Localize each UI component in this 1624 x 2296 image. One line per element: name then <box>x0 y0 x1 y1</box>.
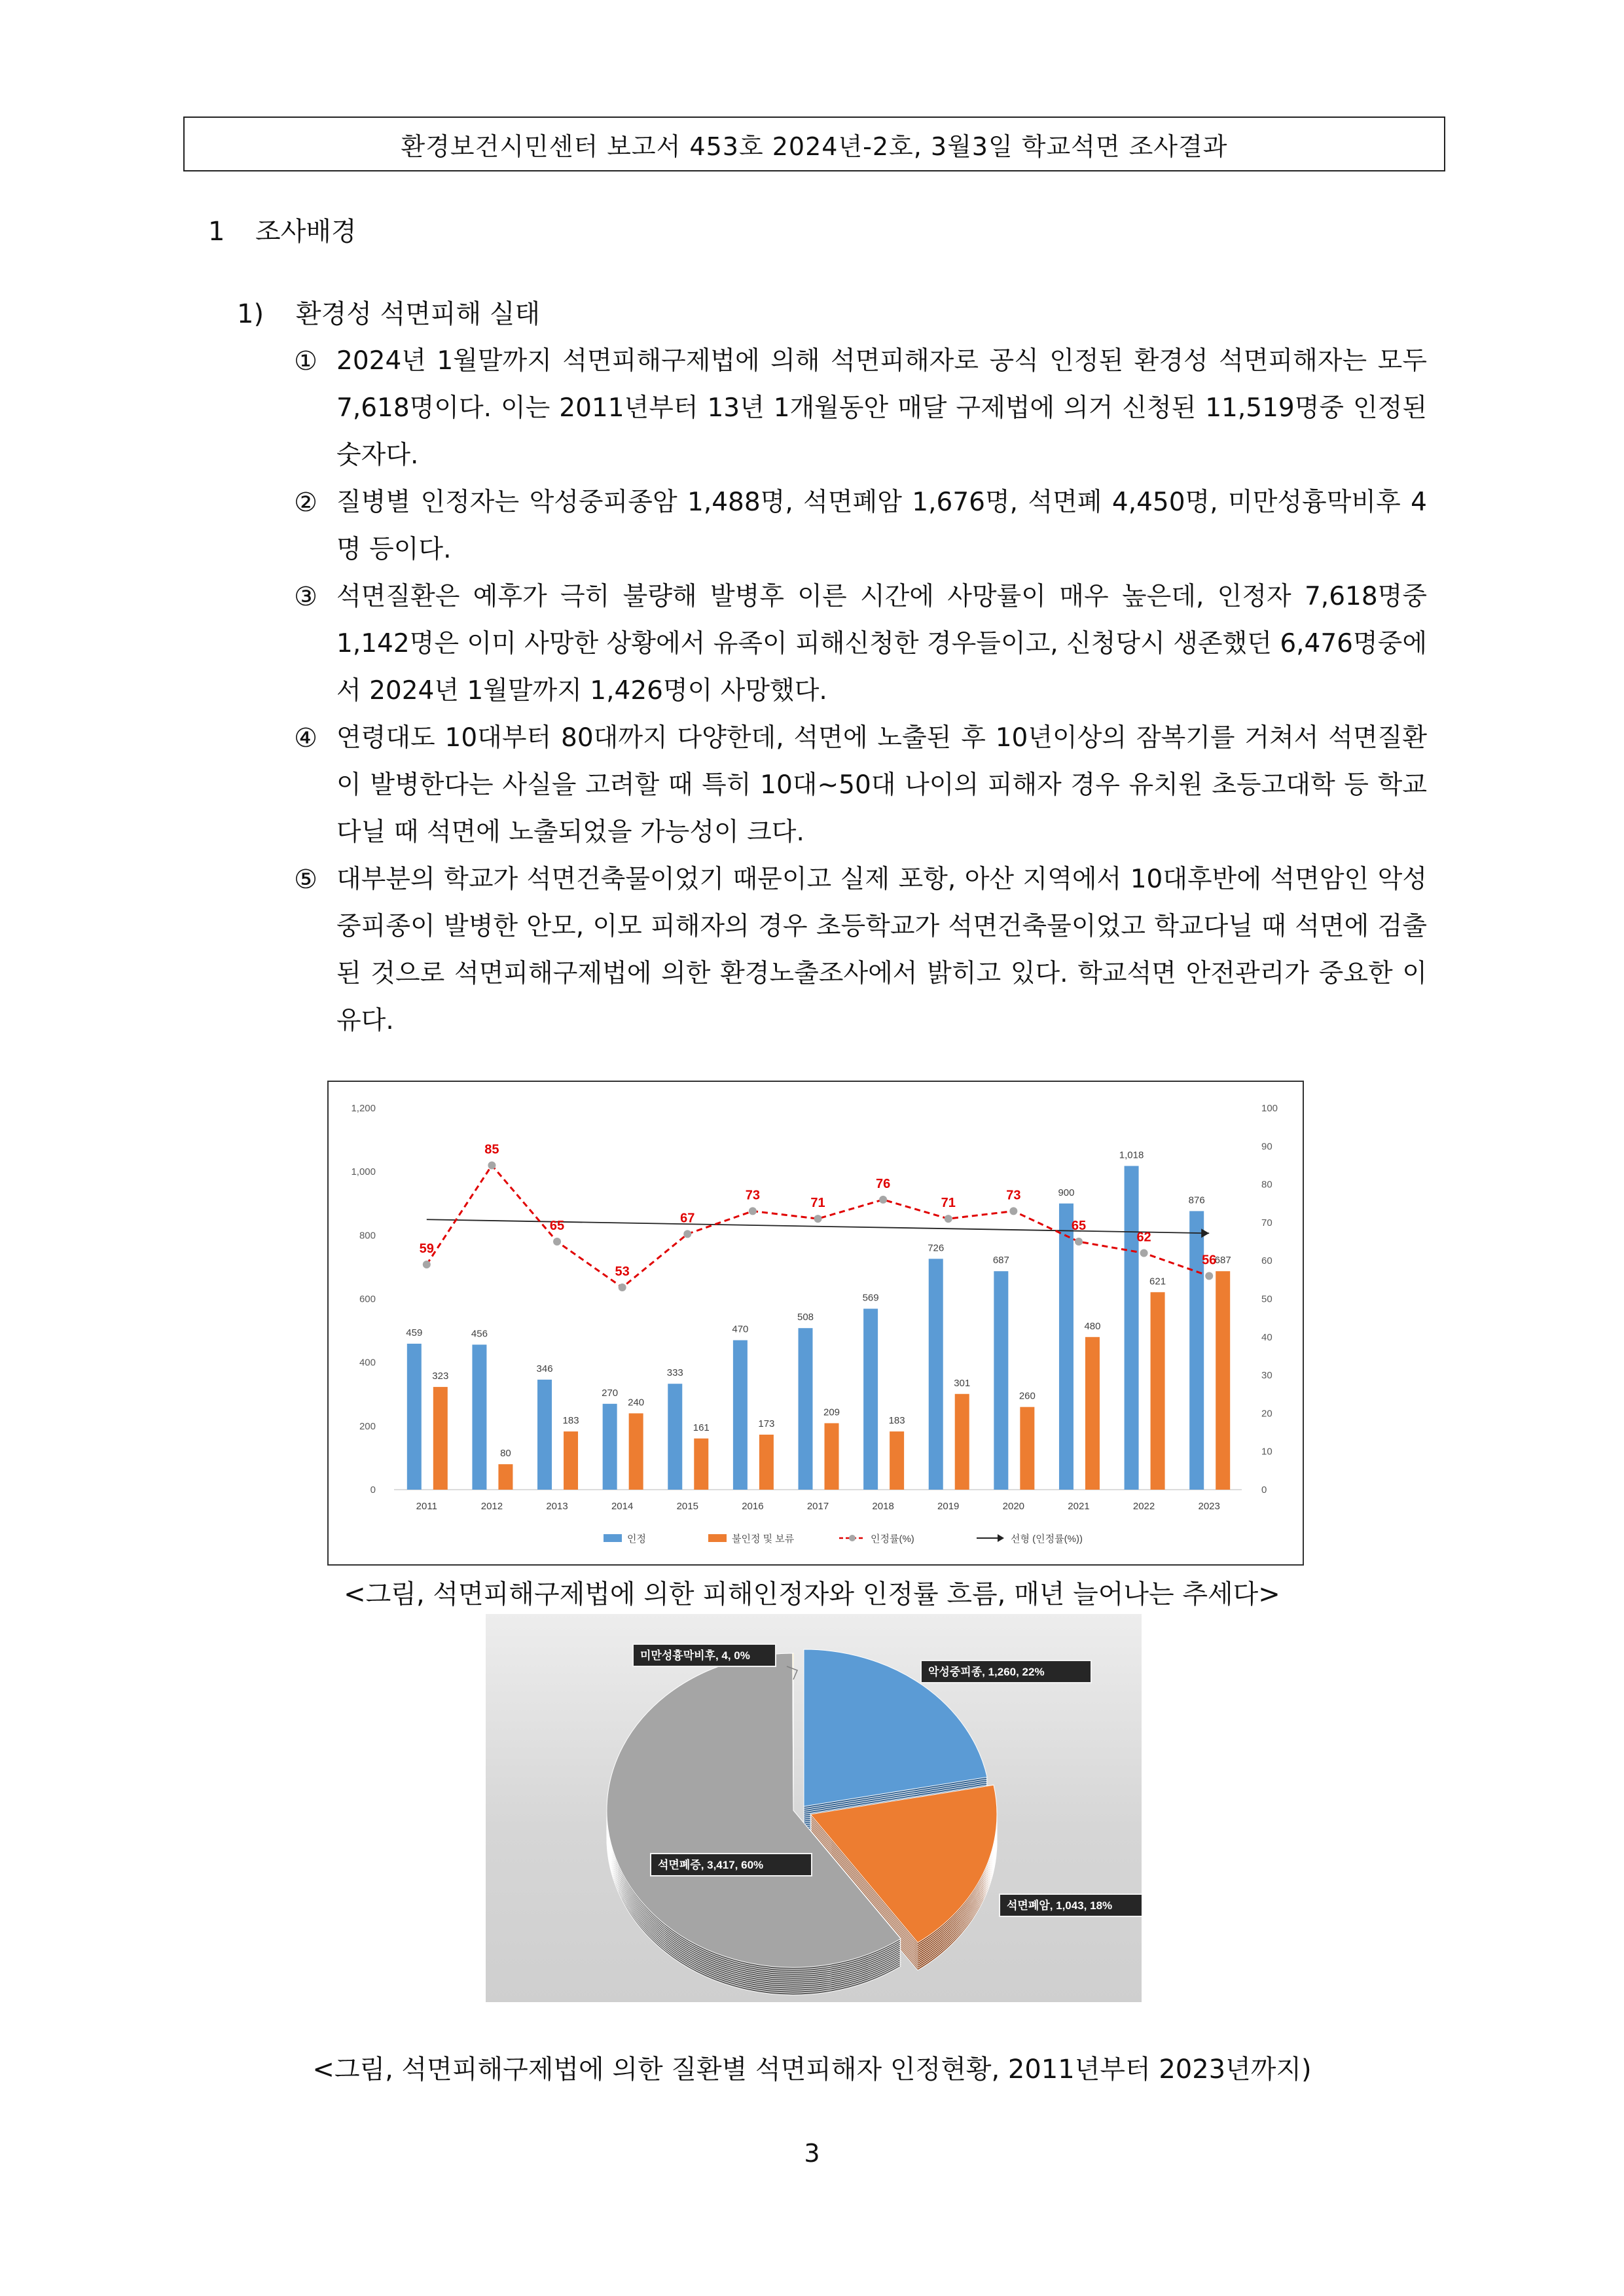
x-tick-label: 2013 <box>546 1501 568 1512</box>
list-item <box>275 479 1427 573</box>
bar-approved <box>863 1309 878 1490</box>
bar-data-label: 333 <box>666 1367 683 1379</box>
subsection-number: 1) <box>237 299 264 329</box>
pie-chart <box>486 1614 1142 2002</box>
legend-swatch-approved <box>604 1534 622 1542</box>
bar-data-label: 687 <box>992 1255 1009 1266</box>
legend-swatch-rate-point <box>849 1535 856 1541</box>
item-text: 대부분의 학교가 석면건축물이었기 때문이고 실제 포항, 아산 지역에서 10대후반에 석면암인 악성중피종이 발병한 안모, 이모 피해자의 경우 초등학교가 석면건축물이었고 학교다닐 때 석면에 검출된 것으로 석면피해구제법에 의한 환경노출조사에서 밝히고 있다. 학교석면 안전관리가 중요한 이유다. <box>336 865 1427 1035</box>
bar-rejected <box>433 1387 448 1490</box>
legend-label: 선형 (인정률(%)) <box>1011 1534 1083 1545</box>
bar-data-label: 726 <box>928 1242 945 1254</box>
rate-data-label: 85 <box>484 1142 499 1157</box>
rate-data-label: 76 <box>875 1176 891 1191</box>
rate-data-label: 73 <box>1006 1188 1021 1203</box>
item-marker: ④ <box>294 723 317 753</box>
item-text: 연령대도 10대부터 80대까지 다양한데, 석면에 노출된 후 10년이상의 잠복기를 거쳐서 석면질환이 발병한다는 사실을 고려할 때 특히 10대~50대 나이의 피해자 경우 유치원 초등고대학 등 학교다닐 때 석면에 노출되었을 가능성이 크다. <box>336 723 1427 847</box>
rate-point <box>1140 1249 1148 1257</box>
pie-chart-figure <box>486 1614 1142 2002</box>
bar-data-label: 240 <box>628 1397 645 1408</box>
bar-rejected <box>1216 1271 1230 1490</box>
bar-data-label: 456 <box>471 1328 488 1340</box>
legend-label: 인정률(%) <box>871 1534 914 1545</box>
pie-data-label: 악성중피종, 1,260, 22% <box>928 1666 1045 1678</box>
item-marker: ① <box>294 346 317 376</box>
x-tick-label: 2020 <box>1002 1501 1025 1512</box>
bar-data-label: 270 <box>602 1387 619 1399</box>
right-axis-tick-label: 0 <box>1261 1484 1267 1496</box>
pie-data-label: 미만성흉막비후, 4, 0% <box>640 1649 750 1662</box>
list-item <box>275 715 1427 856</box>
x-tick-label: 2023 <box>1198 1501 1220 1512</box>
right-axis-tick-label: 90 <box>1261 1141 1272 1153</box>
bar-approved <box>1125 1166 1139 1490</box>
bar-rejected <box>825 1423 839 1490</box>
left-axis-tick-label: 0 <box>370 1484 376 1496</box>
rate-point <box>879 1196 887 1204</box>
legend-swatch-trend-arrow <box>998 1534 1004 1542</box>
section-number: 1 <box>208 217 225 247</box>
bar-data-label: 470 <box>732 1323 749 1335</box>
rate-data-label: 67 <box>680 1211 695 1226</box>
bar-approved <box>1059 1204 1074 1490</box>
pie-data-label: 석면폐증, 3,417, 60% <box>658 1859 764 1871</box>
bar-approved <box>603 1404 617 1490</box>
combo-chart-figure <box>327 1081 1304 1566</box>
bar-approved <box>733 1340 748 1490</box>
left-axis-tick-label: 1,200 <box>351 1103 376 1114</box>
bar-data-label: 346 <box>536 1363 553 1374</box>
rate-point <box>1075 1238 1083 1246</box>
rate-data-label: 53 <box>615 1265 630 1280</box>
bar-data-label: 900 <box>1058 1187 1075 1198</box>
item-list <box>275 338 1427 1045</box>
left-axis-tick-label: 800 <box>359 1230 376 1242</box>
x-tick-label: 2014 <box>611 1501 634 1512</box>
x-tick-label: 2012 <box>480 1501 503 1512</box>
item-text: 질병별 인정자는 악성중피종암 1,488명, 석면폐암 1,676명, 석면폐 4,450명, 미만성흉막비후 4명 등이다. <box>336 488 1427 564</box>
bar-data-label: 301 <box>954 1377 971 1389</box>
item-text: 2024년 1월말까지 석면피해구제법에 의해 석면피해자로 공식 인정된 환경성 석면피해자는 모두 7,618명이다. 이는 2011년부터 13년 1개월동안 매달 구제법에 의거 신청된 11,519명중 인정된 숫자다. <box>336 346 1427 470</box>
bar-rejected <box>1085 1337 1100 1490</box>
trendline-arrowhead <box>1201 1229 1209 1238</box>
left-axis-tick-label: 400 <box>359 1357 376 1369</box>
bar-data-label: 209 <box>823 1407 840 1418</box>
rate-data-label: 73 <box>745 1188 761 1203</box>
bar-data-label: 480 <box>1084 1320 1101 1332</box>
rate-point <box>683 1230 691 1238</box>
x-tick-label: 2018 <box>872 1501 894 1512</box>
x-tick-label: 2015 <box>676 1501 698 1512</box>
legend-label: 인정 <box>627 1534 646 1545</box>
bar-data-label: 1,018 <box>1119 1149 1144 1161</box>
rate-point <box>488 1161 496 1169</box>
right-axis-tick-label: 70 <box>1261 1217 1272 1229</box>
bar-rejected <box>890 1431 904 1490</box>
bar-data-label: 459 <box>406 1327 423 1339</box>
report-header-title: 환경보건시민센터 보고서 453호 2024년-2호, 3월3일 학교석면 조사결과 <box>401 132 1228 161</box>
rate-point <box>749 1207 757 1215</box>
x-tick-label: 2011 <box>416 1501 437 1512</box>
legend-swatch-rejected <box>708 1534 727 1542</box>
right-axis-tick-label: 20 <box>1261 1408 1272 1420</box>
bar-rejected <box>759 1435 774 1490</box>
x-tick-label: 2017 <box>806 1501 829 1512</box>
pie-data-label: 석면폐암, 1,043, 18% <box>1007 1899 1113 1912</box>
page-number: 3 <box>804 2139 820 2168</box>
bar-approved <box>799 1328 813 1490</box>
rate-point <box>423 1261 431 1268</box>
right-axis-tick-label: 100 <box>1261 1103 1278 1114</box>
item-marker: ③ <box>294 582 317 612</box>
right-axis-tick-label: 40 <box>1261 1331 1272 1343</box>
legend-label: 불인정 및 보류 <box>732 1534 795 1545</box>
rate-data-label: 56 <box>1202 1253 1217 1268</box>
section-heading <box>208 211 357 248</box>
bar-rejected <box>1020 1407 1034 1490</box>
right-axis-tick-label: 50 <box>1261 1293 1272 1305</box>
bar-approved <box>407 1344 422 1490</box>
bar-data-label: 876 <box>1188 1194 1205 1206</box>
rate-point <box>553 1238 561 1246</box>
bar-data-label: 80 <box>500 1448 511 1460</box>
list-item <box>275 856 1427 1045</box>
list-item <box>275 573 1427 715</box>
bar-rejected <box>498 1464 513 1490</box>
left-axis-tick-label: 600 <box>359 1293 376 1305</box>
bar-data-label: 621 <box>1149 1276 1166 1287</box>
figure1-caption: <그림, 석면피해구제법에 의한 피해인정자와 인정률 흐름, 매년 늘어나는 추세다> <box>344 1579 1280 1609</box>
bar-data-label: 161 <box>693 1422 710 1433</box>
section-title: 조사배경 <box>255 217 357 247</box>
bar-rejected <box>694 1439 708 1490</box>
bar-approved <box>537 1380 552 1490</box>
item-marker: ⑤ <box>294 865 317 895</box>
bar-rejected <box>1151 1292 1165 1490</box>
bar-data-label: 508 <box>797 1312 814 1323</box>
right-axis-tick-label: 60 <box>1261 1255 1272 1267</box>
report-header-box <box>183 117 1445 171</box>
figure2-caption: <그림, 석면피해구제법에 의한 질환별 석면피해자 인정현황, 2011년부터 2023년까지) <box>312 2054 1312 2085</box>
right-axis-tick-label: 30 <box>1261 1370 1272 1382</box>
bar-data-label: 569 <box>862 1292 879 1304</box>
bar-rejected <box>629 1413 643 1490</box>
bar-approved <box>472 1344 486 1490</box>
rate-point <box>945 1215 952 1223</box>
rate-data-label: 62 <box>1136 1230 1151 1245</box>
rate-point <box>814 1215 822 1223</box>
right-axis-tick-label: 80 <box>1261 1179 1272 1191</box>
bar-data-label: 687 <box>1214 1255 1231 1266</box>
x-tick-label: 2019 <box>937 1501 960 1512</box>
left-axis-tick-label: 1,000 <box>351 1166 376 1178</box>
bar-approved <box>929 1259 943 1490</box>
combo-chart <box>329 1082 1303 1564</box>
bar-rejected <box>564 1431 578 1490</box>
rate-data-label: 71 <box>941 1196 956 1211</box>
bar-data-label: 173 <box>758 1418 775 1429</box>
rate-data-label: 71 <box>810 1196 825 1211</box>
bar-data-label: 183 <box>888 1415 905 1427</box>
rate-point <box>1205 1272 1213 1280</box>
right-axis-tick-label: 10 <box>1261 1446 1272 1458</box>
rate-point <box>619 1283 626 1291</box>
item-marker: ② <box>294 488 317 518</box>
subsection-title: 환경성 석면피해 실태 <box>296 299 541 329</box>
bar-approved <box>994 1271 1008 1490</box>
rate-data-label: 65 <box>1071 1219 1087 1234</box>
x-tick-label: 2021 <box>1068 1501 1090 1512</box>
bar-data-label: 323 <box>432 1371 449 1382</box>
rate-point <box>1009 1207 1017 1215</box>
item-text: 석면질환은 예후가 극히 불량해 발병후 이른 시간에 사망률이 매우 높은데, 인정자 7,618명중 1,142명은 이미 사망한 상황에서 유족이 피해신청한 경우들이고, 신청당시 생존했던 6,476명중에서 2024년 1월말까지 1,426명이 사망했다. <box>336 582 1427 706</box>
rate-data-label: 59 <box>419 1242 434 1257</box>
bar-approved <box>668 1384 682 1490</box>
subsection-heading <box>237 293 540 331</box>
rate-data-label: 65 <box>549 1219 565 1234</box>
list-item <box>275 338 1427 479</box>
bar-data-label: 260 <box>1019 1390 1036 1402</box>
x-tick-label: 2016 <box>742 1501 764 1512</box>
bar-data-label: 183 <box>562 1415 579 1427</box>
x-tick-label: 2022 <box>1132 1501 1155 1512</box>
left-axis-tick-label: 200 <box>359 1420 376 1432</box>
bar-rejected <box>955 1394 969 1490</box>
